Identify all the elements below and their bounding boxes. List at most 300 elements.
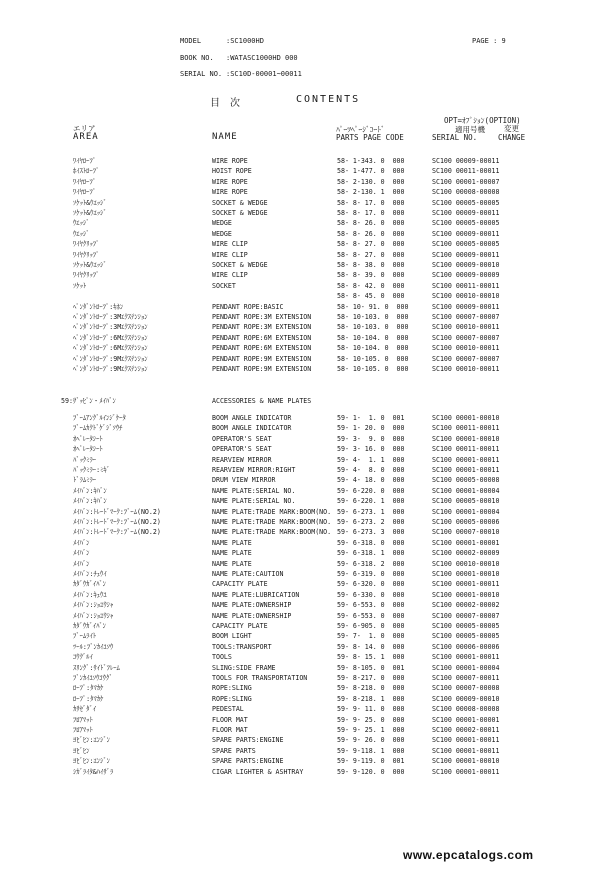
row-area: ｵﾍﾟﾚｰﾀｼｰﾄ — [73, 434, 103, 443]
row-name: PENDANT ROPE:3M EXTENSION — [212, 313, 312, 321]
table-row — [0, 343, 615, 353]
row-name: SOCKET — [212, 281, 236, 290]
row-name: SPARE PARTS — [212, 746, 256, 755]
table-row — [0, 694, 615, 704]
row-name: PENDANT ROPE:9M EXTENSION — [212, 354, 312, 363]
row-area: ﾍﾟﾝﾀﾞﾝﾄﾛｰﾌﾟ:3Mｴｸｽﾃﾝｼｮﾝ — [73, 323, 148, 332]
table-row — [0, 527, 615, 537]
row-serial: SC100 00007-00007 — [432, 333, 500, 342]
row-parts-code: 58- 8- 17. 0 000 — [337, 209, 405, 217]
row-area: ﾎｲｽﾄﾛｰﾌﾟ — [73, 167, 100, 176]
table-row — [0, 302, 615, 312]
row-area: ﾌﾞｰﾑｶｸﾄﾞｹﾞｼﾞｿｳﾁ — [73, 424, 123, 433]
row-serial: SC100 00011-00011 — [432, 424, 500, 433]
row-name: NAME PLATE:TRADE MARK:BOOM(NO. — [212, 507, 332, 516]
row-serial: SC100 00005-00005 — [432, 240, 500, 249]
row-area: ﾜｲﾔﾛｰﾌﾟ — [73, 177, 97, 186]
row-serial: SC100 00001-00004 — [432, 507, 500, 516]
row-serial: SC100 00005-00010 — [432, 497, 500, 506]
table-row — [0, 187, 615, 197]
table-row — [0, 354, 615, 364]
row-serial: SC100 00009-00011 — [432, 209, 500, 217]
table-row — [0, 198, 615, 208]
row-parts-code: 59- 1- 20. 0 000 — [337, 424, 405, 433]
row-serial: SC100 00007-00010 — [432, 528, 500, 537]
table-row — [0, 517, 615, 527]
row-name: REARVIEW MIRROR:RIGHT — [212, 466, 296, 474]
table-row — [0, 156, 615, 166]
table-row — [0, 465, 615, 475]
row-area: ﾒｲﾊﾞﾝ:ﾄﾚｰﾄﾞﾏｰｸ:ﾌﾞｰﾑ(NO.2) — [73, 507, 161, 516]
row-area: ﾍﾟﾝﾀﾞﾝﾄﾛｰﾌﾟ:9Mｴｸｽﾃﾝｼｮﾝ — [73, 354, 148, 363]
row-name: NAME PLATE:OWNERSHIP — [212, 601, 292, 610]
table-row — [0, 364, 615, 374]
row-parts-code: 59- 8-217. 0 000 — [337, 674, 405, 682]
table-row — [0, 663, 615, 673]
row-area: ｿｹｯﾄ&ｳｴｯｼﾞ — [73, 261, 107, 269]
row-area: ﾂｰﾙ:ﾌﾞﾝｶｲﾕｿｳ — [73, 642, 114, 651]
book-value: :WATASC1000HD 000 — [226, 54, 298, 62]
model-label: MODEL — [180, 37, 202, 45]
row-parts-code: 58- 10-103. 0 000 — [337, 313, 409, 321]
book-label: BOOK NO. — [180, 54, 214, 62]
section-name: ACCESSORIES & NAME PLATES — [212, 397, 312, 405]
row-parts-code: 58- 8- 27. 0 000 — [337, 240, 405, 249]
row-area: ﾒｲﾊﾞﾝ:ｼｮﾕｳｼｬ — [73, 601, 114, 610]
table-row — [0, 496, 615, 506]
col-serial: SERIAL NO. — [432, 133, 478, 142]
row-area: ﾒｲﾊﾞﾝ — [73, 559, 90, 568]
row-serial: SC100 00005-00005 — [432, 198, 500, 207]
row-parts-code: 58- 1-477. 0 000 — [337, 167, 405, 176]
row-serial: SC100 00005-00005 — [432, 622, 500, 630]
table-row — [0, 642, 615, 652]
row-name: WIRE ROPE — [212, 157, 248, 165]
row-name: BOOM ANGLE INDICATOR — [212, 424, 292, 433]
row-area: ﾖﾋﾞﾋﾝ:ｴﾝｼﾞﾝ — [73, 736, 110, 745]
table-row — [0, 229, 615, 239]
row-parts-code: 59- 4- 18. 0 000 — [337, 476, 405, 485]
row-area: ﾒｲﾊﾞﾝ — [73, 538, 90, 547]
row-area: ﾛｰﾌﾟ:ﾀﾏｶｹ — [73, 684, 104, 693]
row-area: ｼｶﾞﾗｲﾀ&ﾊｲｻﾞﾗ — [73, 767, 114, 776]
row-serial: SC100 00010-00011 — [432, 323, 500, 332]
table-row — [0, 455, 615, 465]
row-parts-code: 58- 2-130. 1 000 — [337, 188, 405, 197]
row-serial: SC100 00001-00001 — [432, 538, 500, 547]
col-parts-jp: ﾊﾟｰﾂﾍﾟｰｼﾞｺｰﾄﾞ — [336, 125, 385, 134]
row-serial: SC100 00001-00011 — [432, 466, 500, 474]
row-parts-code: 59- 8-218. 1 000 — [337, 694, 405, 703]
row-serial: SC100 00001-00011 — [432, 455, 500, 464]
table-row — [0, 538, 615, 548]
table-row — [0, 475, 615, 485]
row-name: BOOM ANGLE INDICATOR — [212, 414, 292, 422]
row-area: ｶｻｾﾞﾀﾞｲ — [73, 705, 97, 714]
row-serial: SC100 00001-00004 — [432, 663, 500, 672]
row-area: ﾜｲﾔｸﾘｯﾌﾟ — [73, 271, 100, 280]
title-en: CONTENTS — [296, 94, 361, 105]
row-parts-code: 59- 9- 26. 0 000 — [337, 736, 405, 745]
row-parts-code: 58- 10-104. 0 000 — [337, 333, 409, 342]
row-area: ﾌﾞｰﾑﾗｲﾄ — [73, 632, 97, 641]
row-area: ﾒｲﾊﾞﾝ:ﾁｭｳｲ — [73, 570, 107, 578]
row-serial: SC100 00001-00010 — [432, 414, 500, 422]
row-serial: SC100 00001-00010 — [432, 757, 500, 766]
row-parts-code: 58- 1-343. 0 000 — [337, 157, 405, 165]
table-row — [0, 756, 615, 766]
row-serial: SC100 00005-00005 — [432, 632, 500, 641]
row-area: ﾄﾞﾗﾑﾐﾗｰ — [73, 476, 97, 485]
row-area: ﾌﾛｱﾏｯﾄ — [73, 726, 93, 734]
row-serial: SC100 00001-00001 — [432, 715, 500, 724]
table-row — [0, 767, 615, 777]
row-serial: SC100 00009-00011 — [432, 157, 500, 165]
row-name: CIGAR LIGHTER & ASHTRAY — [212, 767, 304, 776]
row-parts-code: 59- 1- 1. 0 001 — [337, 414, 405, 422]
row-name: PENDANT ROPE:BASIC — [212, 302, 284, 311]
row-area: ﾌﾛｱﾏｯﾄ — [73, 715, 93, 724]
col-area-jp: エリア — [73, 124, 96, 133]
table-row — [0, 673, 615, 683]
row-name: OPERATOR'S SEAT — [212, 434, 272, 443]
row-area: ﾍﾟﾝﾀﾞﾝﾄﾛｰﾌﾟ:6Mｴｸｽﾃﾝｼｮﾝ — [73, 333, 148, 342]
col-change: CHANGE — [498, 133, 526, 142]
row-parts-code: 59- 6-220. 1 000 — [337, 497, 405, 506]
row-name: ROPE:SLING — [212, 684, 252, 693]
row-name: SLING:SIDE FRAME — [212, 663, 276, 672]
row-parts-code: 59- 4- 1. 1 000 — [337, 455, 405, 464]
row-serial: SC100 00008-00008 — [432, 705, 500, 714]
row-parts-code: 59- 6-330. 0 000 — [337, 590, 405, 599]
row-name: PENDANT ROPE:6M EXTENSION — [212, 333, 312, 342]
row-serial: SC100 00001-00007 — [432, 177, 500, 186]
row-serial: SC100 00005-00005 — [432, 219, 500, 228]
col-parts: PARTS PAGE CODE — [336, 133, 404, 142]
row-parts-code: 58- 2-130. 0 000 — [337, 177, 405, 186]
row-serial: SC100 00001-00011 — [432, 736, 500, 745]
col-change-jp: 変更 — [504, 124, 519, 133]
row-area: ｵﾍﾟﾚｰﾀｼｰﾄ — [73, 445, 103, 454]
table-row — [0, 177, 615, 187]
table-row — [0, 423, 615, 433]
table-row — [0, 704, 615, 714]
table-row — [0, 621, 615, 631]
row-parts-code: 59- 6-320. 0 000 — [337, 580, 405, 589]
row-area: ﾌﾞﾝｶｲﾕｿｳｺｳｸﾞ — [73, 674, 113, 682]
option-note: OPT=ｵﾌﾟｼｮﾝ(OPTION) — [444, 116, 521, 125]
row-name: TOOLS FOR TRANSPORTATION — [212, 674, 308, 682]
row-parts-code: 59- 6-220. 0 000 — [337, 486, 405, 495]
row-name: SPARE PARTS:ENGINE — [212, 736, 284, 745]
row-parts-code: 59- 3- 9. 0 000 — [337, 434, 405, 443]
row-area: ﾜｲﾔｸﾘｯﾌﾟ — [73, 240, 100, 249]
table-row — [0, 715, 615, 725]
row-serial: SC100 00009-00011 — [432, 250, 500, 259]
row-area: ｶﾀﾞｳｶﾞｲﾊﾞﾝ — [73, 622, 106, 630]
watermark: www.epcatalogs.com — [403, 848, 534, 862]
row-serial: SC100 00001-00010 — [432, 590, 500, 599]
row-name: PENDANT ROPE:9M EXTENSION — [212, 365, 312, 373]
row-parts-code: 59- 6-318. 2 000 — [337, 559, 405, 568]
row-name: WEDGE — [212, 219, 232, 228]
row-area: ﾛｰﾌﾟ:ﾀﾏｶｹ — [73, 694, 104, 703]
row-serial: SC100 00002-00009 — [432, 549, 500, 558]
row-name: NAME PLATE:TRADE MARK:BOOM(NO. — [212, 518, 332, 526]
row-name: WIRE CLIP — [212, 271, 248, 280]
row-name: NAME PLATE:LUBRICATION — [212, 590, 300, 599]
row-parts-code: 58- 8- 26. 0 000 — [337, 219, 405, 228]
row-area: ｺｳｸﾞﾙｲ — [73, 653, 93, 662]
row-serial: SC100 00007-00007 — [432, 313, 500, 321]
row-area: ﾒｲﾊﾞﾝ:ｷﾊﾞﾝ — [73, 486, 107, 495]
row-area: ﾍﾟﾝﾀﾞﾝﾄﾛｰﾌﾟ:3Mｴｸｽﾃﾝｼｮﾝ — [73, 313, 148, 321]
table-row — [0, 239, 615, 249]
table-row — [0, 590, 615, 600]
row-name: CAPACITY PLATE — [212, 622, 268, 630]
row-parts-code: 59- 8- 14. 0 000 — [337, 642, 405, 651]
row-serial: SC100 00001-00011 — [432, 653, 500, 662]
row-parts-code: 58- 8- 27. 0 000 — [337, 250, 405, 259]
row-name: DRUM VIEW MIRROR — [212, 476, 276, 485]
table-row — [0, 735, 615, 745]
row-area: ﾊﾞｯｸﾐﾗｰ:ﾐｷﾞ — [73, 466, 110, 474]
row-serial: SC100 00011-00011 — [432, 445, 500, 454]
table-row — [0, 218, 615, 228]
row-name: SOCKET & WEDGE — [212, 209, 268, 217]
row-parts-code: 59- 9- 11. 0 000 — [337, 705, 405, 714]
row-name: BOOM LIGHT — [212, 632, 252, 641]
row-parts-code: 59- 6-273. 2 000 — [337, 518, 405, 526]
row-name: PENDANT ROPE:3M EXTENSION — [212, 323, 312, 332]
row-area: ﾒｲﾊﾞﾝ:ﾄﾚｰﾄﾞﾏｰｸ:ﾌﾞｰﾑ(NO.2) — [73, 528, 161, 537]
row-serial: SC100 00001-00011 — [432, 746, 500, 755]
row-area: ﾒｲﾊﾞﾝ:ｷｭｳﾕ — [73, 590, 107, 599]
table-row — [0, 208, 615, 218]
row-serial: SC100 00005-00006 — [432, 518, 500, 526]
row-parts-code: 58- 8- 26. 0 000 — [337, 229, 405, 238]
row-parts-code: 58- 8- 17. 0 000 — [337, 198, 405, 207]
row-area: ﾒｲﾊﾞﾝ:ﾄﾚｰﾄﾞﾏｰｸ:ﾌﾞｰﾑ(NO.2) — [73, 518, 161, 526]
serial-label: SERIAL NO. — [180, 70, 223, 78]
row-parts-code: 59- 6-273. 3 000 — [337, 528, 405, 537]
row-serial: SC100 00001-00010 — [432, 570, 500, 578]
table-row — [0, 270, 615, 280]
row-name: NAME PLATE — [212, 538, 252, 547]
row-name: CAPACITY PLATE — [212, 580, 268, 589]
row-area: ｿｹｯﾄ&ｳｴｯｼﾞ — [73, 198, 107, 207]
row-parts-code: 59- 6-553. 0 000 — [337, 611, 405, 620]
row-name: NAME PLATE:CAUTION — [212, 570, 284, 578]
row-serial: SC100 00002-00002 — [432, 601, 500, 610]
row-serial: SC100 00007-00007 — [432, 611, 500, 620]
row-serial: SC100 00001-00011 — [432, 767, 500, 776]
row-serial: SC100 00010-00010 — [432, 292, 500, 301]
row-serial: SC100 00002-00011 — [432, 726, 500, 734]
row-parts-code: 58- 10-105. 0 000 — [337, 354, 409, 363]
row-parts-code: 58- 8- 39. 0 000 — [337, 271, 405, 280]
row-serial: SC100 00006-00006 — [432, 642, 500, 651]
row-area: ｿｹｯﾄ — [73, 281, 87, 290]
row-name: FLOOR MAT — [212, 726, 248, 734]
row-area: ﾒｲﾊﾞﾝ:ｷﾊﾞﾝ — [73, 497, 107, 506]
row-parts-code: 58- 10-104. 0 000 — [337, 344, 409, 353]
row-parts-code: 59- 9- 25. 1 000 — [337, 726, 405, 734]
row-name: PEDESTAL — [212, 705, 244, 714]
row-serial: SC100 00010-00011 — [432, 365, 500, 373]
row-area: ﾜｲﾔｸﾘｯﾌﾟ — [73, 250, 100, 259]
row-parts-code: 59- 9-120. 0 000 — [337, 767, 405, 776]
table-row — [0, 652, 615, 662]
row-name: WIRE ROPE — [212, 177, 248, 186]
row-name: FLOOR MAT — [212, 715, 248, 724]
row-parts-code: 59- 8- 15. 1 000 — [337, 653, 405, 662]
row-parts-code: 59- 4- 8. 0 000 — [337, 466, 405, 474]
model-value: :SC1000HD — [226, 37, 264, 45]
row-name: NAME PLATE:SERIAL NO. — [212, 486, 296, 495]
row-name: SOCKET & WEDGE — [212, 261, 268, 269]
row-serial: SC100 00009-00009 — [432, 271, 500, 280]
col-name: NAME — [212, 132, 238, 142]
table-row — [0, 322, 615, 332]
table-row — [0, 486, 615, 496]
row-serial: SC100 00011-00011 — [432, 281, 500, 290]
row-parts-code: 59- 6-318. 0 000 — [337, 538, 405, 547]
row-parts-code: 59- 7- 1. 0 000 — [337, 632, 405, 641]
row-name: HOIST ROPE — [212, 167, 252, 176]
col-area: AREA — [73, 132, 99, 142]
row-name: NAME PLATE — [212, 549, 252, 558]
row-parts-code: 59- 6-905. 0 000 — [337, 622, 405, 630]
row-name: SOCKET & WEDGE — [212, 198, 268, 207]
table-row — [0, 611, 615, 621]
row-name: PENDANT ROPE:6M EXTENSION — [212, 344, 312, 353]
row-area: ﾍﾟﾝﾀﾞﾝﾄﾛｰﾌﾟ:9Mｴｸｽﾃﾝｼｮﾝ — [73, 365, 148, 373]
page-number: PAGE : 9 — [472, 37, 506, 45]
row-area: ｿｹｯﾄ&ｳｴｯｼﾞ — [73, 209, 107, 217]
row-parts-code: 59- 6-319. 0 000 — [337, 570, 405, 578]
table-row — [0, 559, 615, 569]
row-area: ﾊﾞｯｸﾐﾗｰ — [73, 455, 97, 464]
row-name: OPERATOR'S SEAT — [212, 445, 272, 454]
row-name: NAME PLATE:OWNERSHIP — [212, 611, 292, 620]
table-row — [0, 579, 615, 589]
row-name: SPARE PARTS:ENGINE — [212, 757, 284, 766]
row-name: WIRE CLIP — [212, 240, 248, 249]
row-area: ﾖﾋﾞﾋﾝ — [73, 746, 90, 755]
table-row — [0, 725, 615, 735]
table-row — [0, 631, 615, 641]
row-parts-code: 58- 8- 42. 0 000 — [337, 281, 405, 290]
row-parts-code: 58- 8- 38. 0 000 — [337, 261, 405, 269]
row-area: ﾌﾞｰﾑｱﾝｸﾞﾙｲﾝｼﾞｹｰﾀ — [73, 414, 126, 422]
row-area: ﾒｲﾊﾞﾝ — [73, 549, 90, 558]
row-name: WEDGE — [212, 229, 232, 238]
table-row — [0, 548, 615, 558]
row-area: ｽﾘﾝｸﾞ:ｻｲﾄﾞﾌﾚｰﾑ — [73, 663, 120, 672]
row-parts-code: 59- 3- 16. 0 000 — [337, 445, 405, 454]
row-name: WIRE CLIP — [212, 250, 248, 259]
table-row — [0, 434, 615, 444]
row-serial: SC100 00007-00011 — [432, 674, 500, 682]
section-area: 59:ｻﾞｯﾋﾟﾝ・ﾒｲﾊﾞﾝ — [61, 397, 116, 405]
col-serial-jp: 適用号機 — [455, 125, 485, 134]
row-area: ﾖﾋﾞﾋﾝ:ｴﾝｼﾞﾝ — [73, 757, 110, 766]
row-serial: SC100 00007-00007 — [432, 354, 500, 363]
row-serial: SC100 00008-00008 — [432, 188, 500, 197]
row-area: ｶﾀﾞｳｶﾞｲﾊﾞﾝ — [73, 580, 106, 589]
row-area: ﾒｲﾊﾞﾝ:ｼｮﾕｳｼｬ — [73, 611, 114, 620]
row-parts-code: 59- 9- 25. 0 000 — [337, 715, 405, 724]
row-serial: SC100 00001-00010 — [432, 434, 500, 443]
table-row — [0, 281, 615, 291]
row-name: NAME PLATE — [212, 559, 252, 568]
row-parts-code: 58- 8- 45. 0 000 — [337, 292, 405, 301]
row-parts-code: 59- 6-318. 1 000 — [337, 549, 405, 558]
row-serial: SC100 00009-00011 — [432, 302, 500, 311]
row-area: ｳｴｯｼﾞ — [73, 219, 90, 228]
title-jp: 目 次 — [210, 98, 243, 109]
row-serial: SC100 00011-00011 — [432, 167, 500, 176]
section-heading-59 — [0, 396, 615, 406]
row-name: REARVIEW MIRROR — [212, 455, 272, 464]
row-parts-code: 58- 10-103. 0 000 — [337, 323, 409, 332]
row-area: ﾍﾟﾝﾀﾞﾝﾄﾛｰﾌﾟ:ｷﾎﾝ — [73, 302, 124, 311]
row-parts-code: 58- 10- 91. 0 000 — [337, 302, 409, 311]
table-row — [0, 683, 615, 693]
row-serial: SC100 00009-00011 — [432, 229, 500, 238]
table-row — [0, 444, 615, 454]
table-row — [0, 413, 615, 423]
row-parts-code: 59- 6-273. 1 000 — [337, 507, 405, 516]
table-row — [0, 569, 615, 579]
table-row — [0, 312, 615, 322]
row-name: TOOLS:TRANSPORT — [212, 642, 272, 651]
row-parts-code: 59- 9-118. 1 000 — [337, 746, 405, 755]
serial-value: :SC10D-00001~00011 — [226, 70, 302, 78]
table-row — [0, 250, 615, 260]
row-serial: SC100 00001-00011 — [432, 580, 500, 589]
row-serial: SC100 00009-00010 — [432, 694, 500, 703]
row-serial: SC100 00009-00010 — [432, 261, 500, 269]
row-serial: SC100 00007-00008 — [432, 684, 500, 693]
table-row — [0, 291, 615, 301]
row-parts-code: 59- 9-119. 0 001 — [337, 757, 405, 766]
row-area: ﾜｲﾔﾛｰﾌﾟ — [73, 157, 97, 165]
row-name: ROPE:SLING — [212, 694, 252, 703]
row-serial: SC100 00005-00008 — [432, 476, 500, 485]
table-row — [0, 600, 615, 610]
table-row — [0, 260, 615, 270]
row-area: ﾜｲﾔﾛｰﾌﾟ — [73, 188, 97, 197]
row-parts-code: 59- 6-553. 0 000 — [337, 601, 405, 610]
row-name: TOOLS — [212, 653, 232, 662]
table-row — [0, 507, 615, 517]
table-row — [0, 166, 615, 176]
row-name: WIRE ROPE — [212, 188, 248, 197]
row-parts-code: 59- 8-218. 0 000 — [337, 684, 405, 693]
row-serial: SC100 00010-00010 — [432, 559, 500, 568]
table-row — [0, 333, 615, 343]
row-serial: SC100 00010-00011 — [432, 344, 500, 353]
table-row — [0, 746, 615, 756]
row-area: ｳｴｯｼﾞ — [73, 229, 90, 238]
row-serial: SC100 00001-00004 — [432, 486, 500, 495]
row-parts-code: 58- 10-105. 0 000 — [337, 365, 409, 373]
row-area: ﾍﾟﾝﾀﾞﾝﾄﾛｰﾌﾟ:6Mｴｸｽﾃﾝｼｮﾝ — [73, 344, 148, 353]
row-name: NAME PLATE:SERIAL NO. — [212, 497, 296, 506]
row-parts-code: 59- 8-105. 0 001 — [337, 663, 405, 672]
